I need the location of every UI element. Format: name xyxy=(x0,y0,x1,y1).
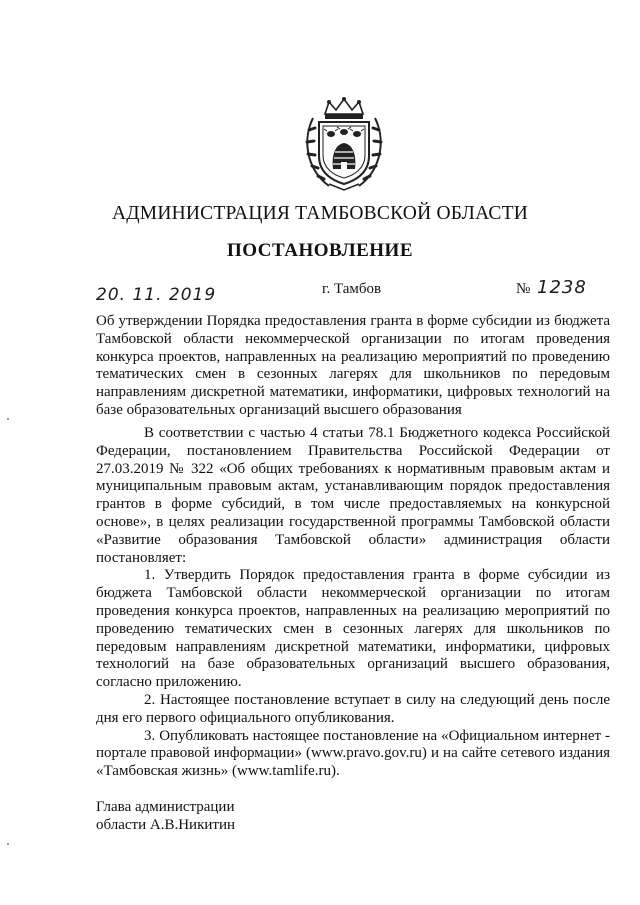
document-type: ПОСТАНОВЛЕНИЕ xyxy=(226,240,414,261)
item-1-paragraph: 1. Утвердить Порядок предоставления гранта в форме субсидии из бюджета Тамбовской области некоммерческой организации по итогам проведения конкурса проектов, направленных на реализацию мероприятий по проведению тематических смен в сезонных лагерях для школьников по передовым направлениям дискретной математики, информатики, цифровых технологий на базе образовательных организаций высшего образования, согласно приложению. xyxy=(96,567,610,691)
document-number: 1238 xyxy=(537,277,587,298)
preamble-paragraph: В соответствии с частью 4 статьи 78.1 Бюджетного кодекса Российской Федерации, постановлением Правительства Российской Федерации от 27.03.2019 № 322 «Об общих требованиях к нормативным правовым актам и муниципальным правовым актам, устанавливающим порядок предоставления грантов в форме субсидий, в том числе предоставляемых на конкурсной основе», в целях реализации государственной программы Тамбовской области «Развитие образования Тамбовской области» администрация области постановляет: xyxy=(96,425,610,566)
document-title: Об утверждении Порядка предоставления гранта в форме субсидии из бюджета Тамбовской области некоммерческой организации по итогам проведения конкурса проектов, направленных на реализацию мероприятий по проведению тематических смен в сезонных лагерях для школьников по передовым направлениям дискретной математики, информатики, цифровых технологий на базе образовательных организаций высшего образования xyxy=(96,313,610,418)
margin-mark xyxy=(7,418,9,420)
margin-mark xyxy=(7,843,9,845)
document-city: г. Тамбов xyxy=(322,281,382,297)
tambov-coat-of-arms-icon xyxy=(299,96,389,192)
authority-name: АДМИНИСТРАЦИЯ ТАМБОВСКОЙ ОБЛАСТИ xyxy=(112,203,528,224)
signature-block xyxy=(96,799,235,835)
document-date: 20. 11. 2019 xyxy=(96,285,217,305)
number-sign: № xyxy=(516,281,531,297)
document-body xyxy=(96,425,610,781)
item-2-paragraph: 2. Настоящее постановление вступает в силу на следующий день после дня его первого официального опубликования. xyxy=(96,691,610,726)
signature-line-2: области А.В.Никитин xyxy=(96,816,236,833)
signature-line-1: Глава администрации xyxy=(96,799,235,815)
item-3-paragraph: 3. Опубликовать настоящее постановление на «Официальном интернет - портале правовой информации» (www.pravo.gov.ru) и на сайте сетевого издания «Тамбовская жизнь» (www.tamlife.ru). xyxy=(96,727,610,780)
